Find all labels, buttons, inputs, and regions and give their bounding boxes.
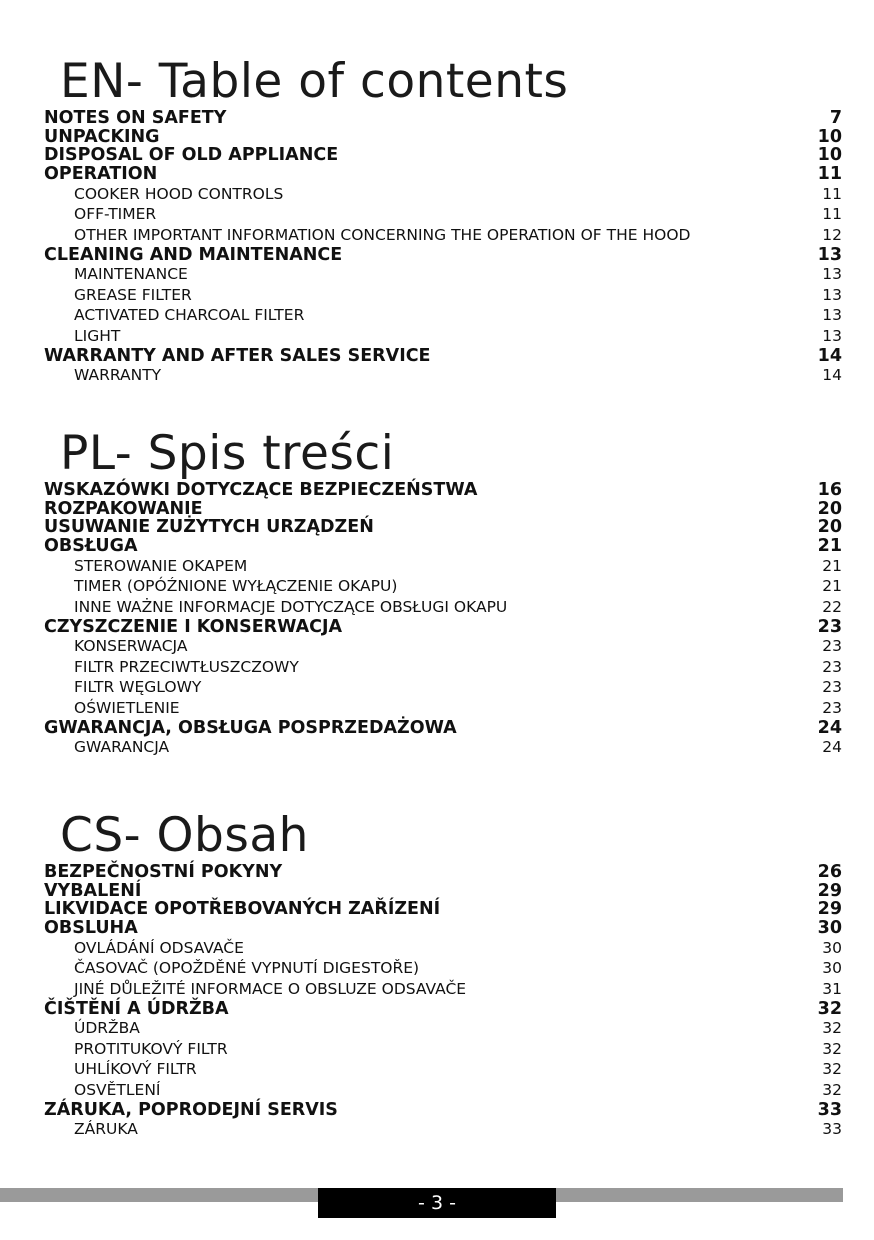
toc-entries [44, 863, 842, 1140]
toc-entry-label: OTHER IMPORTANT INFORMATION CONCERNING THE OPERATION OF THE HOOD [74, 226, 691, 244]
toc-entry-label: CLEANING AND MAINTENANCE [44, 244, 343, 265]
toc-entry-label: TIMER (OPÓŹNIONE WYŁĄCZENIE OKAPU) [74, 577, 398, 596]
toc-entry-page: 13 [822, 327, 842, 346]
toc-entry-page: 24 [822, 738, 842, 757]
toc-chapter-row [44, 246, 842, 265]
toc-chapter-row [44, 146, 842, 165]
toc-entries [44, 109, 842, 386]
toc-entry-page: 13 [822, 285, 842, 304]
toc-chapter-row [44, 500, 842, 519]
section-title: EN- Table of contents [60, 54, 569, 109]
toc-entry-page: 13 [817, 244, 842, 265]
toc-subsection-row [44, 597, 842, 618]
toc-chapter-row [44, 165, 842, 184]
toc-subsection-row [44, 285, 842, 306]
toc-entry-page: 14 [822, 366, 842, 385]
toc-section-en [44, 56, 842, 386]
toc-chapter-row [44, 1000, 842, 1019]
toc-entry-label: STEROWANIE OKAPEM [74, 556, 248, 575]
toc-entry-page: 13 [822, 265, 842, 284]
toc-entry-page: 21 [822, 577, 842, 596]
toc-entry-label: ROZPAKOWANIE [44, 498, 203, 519]
toc-entry-label: OBSŁUGA [44, 536, 138, 557]
toc-entry-page: 20 [817, 517, 842, 538]
toc-entry-page: 23 [822, 699, 842, 718]
toc-entry-label: USUWANIE ZUŻYTYCH URZĄDZEŃ [44, 517, 374, 538]
toc-subsection-row [44, 737, 842, 758]
toc-entry-label: ZÁRUKA, POPRODEJNÍ SERVIS [44, 1099, 338, 1120]
toc-entry-page: 14 [817, 345, 842, 366]
toc-section-cs [44, 810, 842, 1140]
toc-entry-label: WSKAZÓWKI DOTYCZĄCE BEZPIECZEŃSTWA [44, 480, 478, 500]
toc-entry-label: LIGHT [74, 327, 121, 346]
toc-entry-label: UNPACKING [44, 126, 160, 147]
toc-entry-page: 32 [822, 1039, 842, 1058]
toc-entry-label: KONSERWACJA [74, 637, 188, 656]
toc-subsection-row [44, 326, 842, 347]
toc-entry-label: GREASE FILTER [74, 285, 192, 304]
toc-entry-label: ÚDRŽBA [74, 1019, 140, 1038]
toc-entries [44, 481, 842, 758]
toc-chapter-row [44, 719, 842, 738]
toc-subsection-row [44, 677, 842, 698]
toc-entry-page: 13 [822, 306, 842, 325]
toc-entry-page: 10 [817, 145, 842, 166]
toc-entry-label: INNE WAŻNE INFORMACJE DOTYCZĄCE OBSŁUGI OKAPU [74, 598, 508, 616]
toc-chapter-row [44, 347, 842, 366]
toc-entry-page: 30 [822, 938, 842, 957]
toc-subsection-row [44, 698, 842, 719]
toc-chapter-row [44, 618, 842, 637]
toc-entry-page: 23 [822, 657, 842, 676]
toc-entry-label: ČASOVAČ (OPOŽDĚNÉ VYPNUTÍ DIGESTOŘE) [74, 959, 420, 978]
toc-entry-label: FILTR WĘGLOWY [74, 678, 202, 697]
toc-entry-page: 12 [822, 226, 842, 244]
toc-entry-page: 29 [817, 899, 842, 920]
toc-entry-page: 32 [822, 1019, 842, 1038]
toc-subsection-row [44, 204, 842, 225]
toc-subsection-row [44, 636, 842, 657]
toc-chapter-row [44, 1101, 842, 1120]
toc-subsection-row [44, 657, 842, 678]
toc-chapter-row [44, 863, 842, 882]
toc-entry-page: 32 [822, 1060, 842, 1079]
toc-entry-page: 10 [817, 126, 842, 147]
toc-entry-label: NOTES ON SAFETY [44, 108, 227, 128]
toc-entry-label: OFF-TIMER [74, 205, 157, 224]
toc-entry-label: MAINTENANCE [74, 265, 188, 284]
toc-entry-label: FILTR PRZECIWTŁUSZCZOWY [74, 657, 299, 676]
toc-entry-page: 21 [817, 536, 842, 557]
toc-entry-page: 20 [817, 498, 842, 519]
toc-entry-page: 23 [822, 678, 842, 697]
toc-subsection-row [44, 1119, 842, 1140]
toc-entry-label: COOKER HOOD CONTROLS [74, 184, 284, 203]
toc-chapter-row [44, 109, 842, 128]
toc-subsection-row [44, 1039, 842, 1060]
toc-entry-label: WARRANTY AND AFTER SALES SERVICE [44, 345, 431, 366]
toc-entry-label: OSVĚTLENÍ [74, 1081, 161, 1100]
toc-subsection-row [44, 938, 842, 959]
toc-entry-label: ACTIVATED CHARCOAL FILTER [74, 306, 305, 325]
toc-subsection-row [44, 1018, 842, 1039]
toc-entry-page: 22 [822, 598, 842, 616]
toc-entry-page: 31 [822, 980, 842, 998]
toc-entry-page: 21 [822, 556, 842, 575]
toc-chapter-row [44, 900, 842, 919]
toc-entry-page: 11 [817, 164, 842, 185]
toc-entry-page: 16 [817, 480, 842, 500]
toc-entry-page: 23 [822, 637, 842, 656]
toc-entry-page: 33 [822, 1120, 842, 1139]
toc-chapter-row [44, 481, 842, 500]
toc-entry-label: ZÁRUKA [74, 1120, 138, 1139]
toc-subsection-row [44, 958, 842, 979]
toc-entry-label: GWARANCJA [74, 738, 170, 757]
toc-entry-page: 26 [817, 862, 842, 882]
toc-entry-page: 11 [822, 184, 842, 203]
toc-entry-label: OVLÁDÁNÍ ODSAVAČE [74, 938, 244, 957]
toc-subsection-row [44, 556, 842, 577]
toc-entry-label: BEZPEČNOSTNÍ POKYNY [44, 862, 283, 882]
toc-entry-label: OŚWIETLENIE [74, 699, 180, 718]
toc-entry-label: GWARANCJA, OBSŁUGA POSPRZEDAŻOWA [44, 717, 457, 738]
toc-entry-label: DISPOSAL OF OLD APPLIANCE [44, 145, 339, 166]
toc-subsection-row [44, 305, 842, 326]
toc-chapter-row [44, 518, 842, 537]
section-title: CS- Obsah [60, 808, 309, 863]
toc-entry-label: PROTITUKOVÝ FILTR [74, 1039, 228, 1058]
toc-entry-label: VYBALENÍ [44, 880, 142, 901]
toc-subsection-row [44, 1059, 842, 1080]
toc-entry-page: 32 [822, 1081, 842, 1100]
toc-entry-label: CZYSZCZENIE I KONSERWACJA [44, 616, 343, 637]
toc-subsection-row [44, 264, 842, 285]
toc-subsection-row [44, 576, 842, 597]
toc-entry-page: 32 [817, 998, 842, 1019]
toc-entry-label: JINÉ DŮLEŽITÉ INFORMACE O OBSLUZE ODSAVAČE [74, 980, 467, 998]
toc-entry-page: 11 [822, 205, 842, 224]
toc-entry-page: 30 [822, 959, 842, 978]
toc-entry-label: UHLÍKOVÝ FILTR [74, 1060, 197, 1079]
toc-entry-label: ČIŠTĚNÍ A ÚDRŽBA [44, 998, 229, 1019]
toc-entry-page: 7 [829, 108, 842, 128]
toc-entry-page: 30 [817, 918, 842, 939]
toc-entry-page: 24 [817, 717, 842, 738]
toc-chapter-row [44, 882, 842, 901]
toc-entry-page: 23 [817, 616, 842, 637]
toc-entry-label: LIKVIDACE OPOTŘEBOVANÝCH ZAŘÍZENÍ [44, 899, 441, 920]
toc-subsection-row [44, 184, 842, 205]
toc-entry-label: OBSLUHA [44, 918, 138, 939]
toc-section-pl [44, 428, 842, 758]
toc-subsection-row [44, 979, 842, 1000]
toc-subsection-row [44, 225, 842, 246]
toc-entry-page: 33 [817, 1099, 842, 1120]
toc-chapter-row [44, 919, 842, 938]
page-number: - 3 - [318, 1188, 556, 1218]
toc-chapter-row [44, 128, 842, 147]
section-title: PL- Spis treści [60, 426, 395, 481]
toc-entry-label: WARRANTY [74, 366, 162, 385]
toc-entry-label: OPERATION [44, 164, 158, 185]
toc-chapter-row [44, 537, 842, 556]
toc-subsection-row [44, 365, 842, 386]
toc-entry-page: 29 [817, 880, 842, 901]
toc-subsection-row [44, 1080, 842, 1101]
